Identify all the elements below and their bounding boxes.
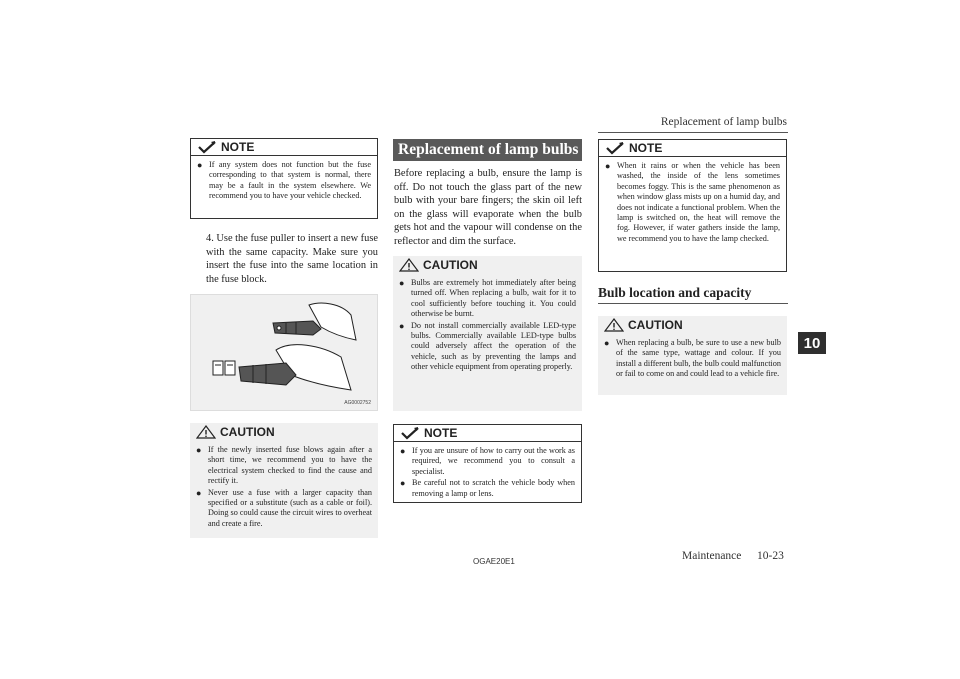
running-head: Replacement of lamp bulbs (660, 116, 787, 128)
caution-label: CAUTION (423, 258, 478, 272)
warning-triangle-icon (399, 258, 419, 272)
right-note-box (598, 139, 787, 272)
left-caution-box (190, 423, 378, 538)
note-label: NOTE (221, 140, 255, 154)
note-icon (400, 426, 420, 440)
footer-code: OGAE20E1 (473, 557, 515, 566)
note-bullet: ● If any system does not function but the fuse corresponding to that system is normal, there may be a fault in the system elsewhere. We recommend you to have your vehicle checked. (197, 160, 371, 201)
note-bullet: ● If you are unsure of how to carry out the work as required, we recommend you to consult a specialist. (400, 446, 575, 476)
middle-note-box (393, 424, 582, 503)
note-header (394, 425, 581, 442)
left-note-box (190, 138, 378, 219)
figure-id: AG0002752 (344, 400, 371, 406)
section-title: Replacement of lamp bulbs (393, 139, 582, 161)
note-label: NOTE (629, 141, 663, 155)
caution-bullet: ● Bulbs are extremely hot immediately after being turned off. When replacing a bulb, wait for it to cool sufficiently before touching it. You could otherwise be burnt. (399, 278, 576, 319)
caution-bullet: ● Do not install commercially available LED-type bulbs. Commercially available LED-type bulbs could adversely affect the operation of the vehicle, such as by preventing the lamps and other vehicle equipment from operating properly. (399, 320, 576, 372)
caution-bullet: ● If the newly inserted fuse blows again after a short time, we recommend you to have the electrical system checked to find the cause and rectify it. (196, 445, 372, 486)
fuse-puller-illustration (190, 294, 378, 411)
fuse-puller-drawing (191, 295, 377, 410)
note-label: NOTE (424, 426, 458, 440)
caution-header (598, 316, 787, 334)
warning-triangle-icon (604, 318, 624, 332)
warning-triangle-icon (196, 425, 216, 439)
subheading-rule (598, 303, 788, 304)
caution-bullet: ● When replacing a bulb, be sure to use a new bulb of the same type, wattage and colour. If you install a different bulb, the bulb could malfunction or fail to come on and could lead to a vehicle fire. (604, 338, 781, 379)
caution-header (393, 256, 582, 274)
middle-caution-box (393, 256, 582, 411)
page-number: 10-23 (757, 550, 784, 562)
note-icon (605, 141, 625, 155)
caution-label: CAUTION (220, 425, 275, 439)
caution-label: CAUTION (628, 318, 683, 332)
right-caution-box (598, 316, 787, 395)
note-header (191, 139, 377, 156)
intro-paragraph: Before replacing a bulb, ensure the lamp is off. Do not touch the glass part of the new bulb with your bare fingers; the skin oil left on the glass will evaporate when the bulb gets hot and the vapour will condense on the reflector and dim the surface. (394, 168, 582, 247)
note-bullet: ● Be careful not to scratch the vehicle body when removing a lamp or lens. (400, 478, 575, 498)
note-bullet: ● When it rains or when the vehicle has been washed, the inside of the lens sometimes becomes foggy. This is the same phenomenon as when window glass mists up on a humid day, and does not indicate a functional problem. When the lamp is switched on, the heat will remove the fog. However, if water gathers inside the lamp, we recommend you to have the lamp checked. (605, 161, 780, 243)
footer-section: Maintenance (682, 550, 742, 562)
caution-bullet: ● Never use a fuse with a larger capacity than specified or a substitute (such as a cable or foil). Doing so could cause the circuit wires to overheat and create a fire. (196, 487, 372, 528)
subheading: Bulb location and capacity (598, 285, 752, 300)
step-4-text: 4. Use the fuse puller to insert a new fuse with the same capacity. Make sure you insert the fuse into the same location in the fuse block. (206, 233, 378, 285)
header-rule (598, 132, 788, 133)
chapter-tab: 10 (798, 332, 826, 354)
note-header (599, 140, 786, 157)
caution-header (190, 423, 378, 441)
note-icon (197, 140, 217, 154)
